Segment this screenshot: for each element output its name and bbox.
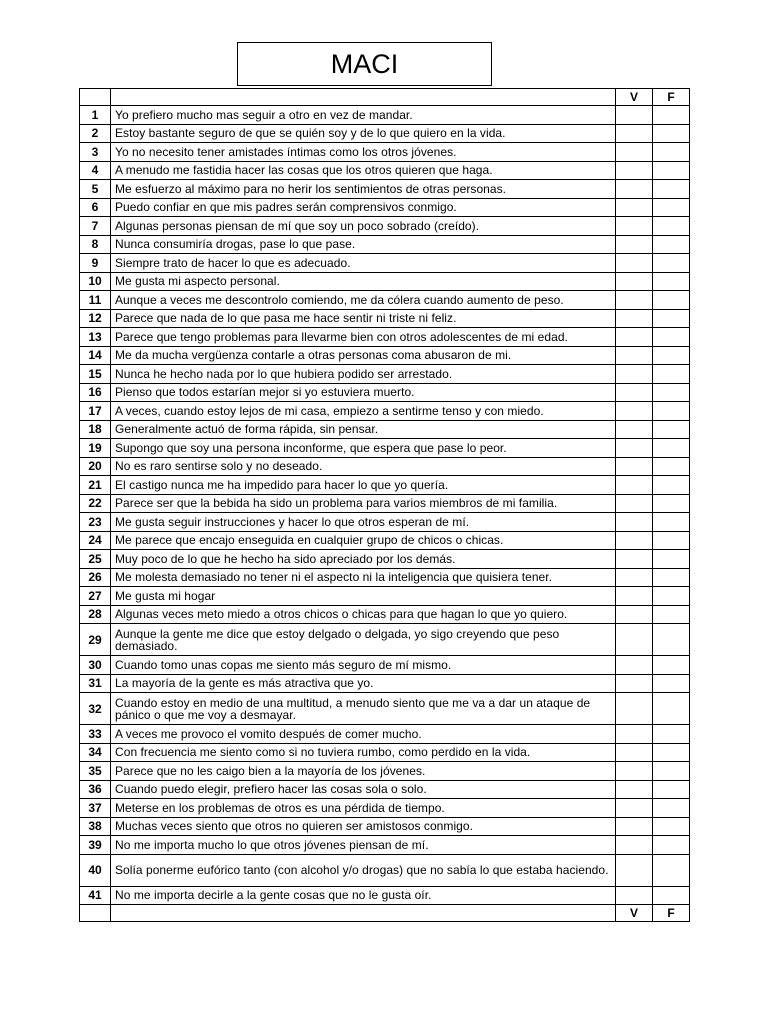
answer-v-cell[interactable] [616, 365, 653, 384]
answer-f-cell[interactable] [653, 693, 690, 725]
answer-f-cell[interactable] [653, 106, 690, 125]
question-row [80, 605, 690, 624]
question-number: 11 [80, 291, 111, 310]
question-row [80, 836, 690, 855]
answer-v-cell[interactable] [616, 762, 653, 781]
question-row [80, 854, 690, 886]
question-number: 40 [80, 854, 111, 886]
question-text: Algunas personas piensan de mí que soy un poco sobrado (creído). [111, 217, 616, 236]
answer-v-cell[interactable] [616, 513, 653, 532]
footer-v-label: V [616, 905, 653, 922]
answer-v-cell[interactable] [616, 180, 653, 199]
answer-v-cell[interactable] [616, 439, 653, 458]
answer-f-cell[interactable] [653, 854, 690, 886]
header-f-label: F [653, 89, 690, 106]
question-row [80, 494, 690, 513]
question-text: Me molesta demasiado no tener ni el aspecto ni la inteligencia que quisiera tener. [111, 568, 616, 587]
answer-v-cell[interactable] [616, 420, 653, 439]
page-title: MACI [237, 42, 492, 86]
question-number: 16 [80, 383, 111, 402]
question-text: Me parece que encajo enseguida en cualquier grupo de chicos o chicas. [111, 531, 616, 550]
question-number: 12 [80, 309, 111, 328]
answer-f-cell[interactable] [653, 568, 690, 587]
question-text: No es raro sentirse solo y no deseado. [111, 457, 616, 476]
footer-text-cell [111, 905, 616, 922]
question-row [80, 217, 690, 236]
question-number: 13 [80, 328, 111, 347]
question-row [80, 799, 690, 818]
answer-f-cell[interactable] [653, 725, 690, 744]
question-text: Parece ser que la bebida ha sido un problema para varios miembros de mi familia. [111, 494, 616, 513]
answer-f-cell[interactable] [653, 743, 690, 762]
question-number: 26 [80, 568, 111, 587]
question-row [80, 817, 690, 836]
question-row [80, 383, 690, 402]
question-row [80, 309, 690, 328]
answer-f-cell[interactable] [653, 494, 690, 513]
answer-f-cell[interactable] [653, 124, 690, 143]
question-row [80, 439, 690, 458]
question-row [80, 180, 690, 199]
question-number: 20 [80, 457, 111, 476]
question-text: Me da mucha vergüenza contarle a otras personas coma abusaron de mi. [111, 346, 616, 365]
answer-v-cell[interactable] [616, 143, 653, 162]
answer-f-cell[interactable] [653, 420, 690, 439]
question-row [80, 743, 690, 762]
question-text: Parece que no les caigo bien a la mayoría de los jóvenes. [111, 762, 616, 781]
question-number: 31 [80, 674, 111, 693]
question-text: Estoy bastante seguro de que se quién soy y de lo que quiero en la vida. [111, 124, 616, 143]
header-text-cell [111, 89, 616, 106]
question-number: 14 [80, 346, 111, 365]
question-row [80, 235, 690, 254]
answer-v-cell[interactable] [616, 106, 653, 125]
question-number: 6 [80, 198, 111, 217]
answer-f-cell[interactable] [653, 143, 690, 162]
question-text: Yo prefiero mucho mas seguir a otro en vez de mandar. [111, 106, 616, 125]
answer-v-cell[interactable] [616, 198, 653, 217]
answer-f-cell[interactable] [653, 762, 690, 781]
question-text: Me gusta mi aspecto personal. [111, 272, 616, 291]
answer-v-cell[interactable] [616, 550, 653, 569]
question-number: 32 [80, 693, 111, 725]
question-number: 3 [80, 143, 111, 162]
answer-v-cell[interactable] [616, 124, 653, 143]
question-number: 39 [80, 836, 111, 855]
question-number: 17 [80, 402, 111, 421]
answer-v-cell[interactable] [616, 383, 653, 402]
question-number: 23 [80, 513, 111, 532]
answer-f-cell[interactable] [653, 531, 690, 550]
question-text: La mayoría de la gente es más atractiva que yo. [111, 674, 616, 693]
question-number: 34 [80, 743, 111, 762]
question-number: 18 [80, 420, 111, 439]
answer-v-cell[interactable] [616, 624, 653, 656]
question-number: 8 [80, 235, 111, 254]
question-number: 24 [80, 531, 111, 550]
question-text: Nunca consumiría drogas, pase lo que pase. [111, 235, 616, 254]
answer-f-cell[interactable] [653, 886, 690, 905]
answer-f-cell[interactable] [653, 605, 690, 624]
question-text: Puedo confiar en que mis padres serán comprensivos conmigo. [111, 198, 616, 217]
question-number: 27 [80, 587, 111, 606]
question-row [80, 365, 690, 384]
question-text: Me gusta seguir instrucciones y hacer lo que otros esperan de mí. [111, 513, 616, 532]
answer-v-cell[interactable] [616, 817, 653, 836]
question-text: Solía ponerme eufórico tanto (con alcohol y/o drogas) que no sabía lo que estaba haciendo. [111, 854, 616, 886]
question-number: 15 [80, 365, 111, 384]
question-number: 25 [80, 550, 111, 569]
header-num-cell [80, 89, 111, 106]
question-number: 10 [80, 272, 111, 291]
answer-f-cell[interactable] [653, 198, 690, 217]
answer-f-cell[interactable] [653, 624, 690, 656]
question-text: Yo no necesito tener amistades íntimas como los otros jóvenes. [111, 143, 616, 162]
answer-f-cell[interactable] [653, 161, 690, 180]
question-text: No me importa mucho lo que otros jóvenes piensan de mí. [111, 836, 616, 855]
answer-f-cell[interactable] [653, 291, 690, 310]
answer-v-cell[interactable] [616, 656, 653, 675]
answer-f-cell[interactable] [653, 513, 690, 532]
question-row [80, 346, 690, 365]
question-number: 21 [80, 476, 111, 495]
question-row [80, 656, 690, 675]
question-number: 7 [80, 217, 111, 236]
answer-f-cell[interactable] [653, 383, 690, 402]
question-row [80, 420, 690, 439]
answer-v-cell[interactable] [616, 272, 653, 291]
answer-f-cell[interactable] [653, 180, 690, 199]
answer-v-cell[interactable] [616, 725, 653, 744]
answer-f-cell[interactable] [653, 217, 690, 236]
question-number: 22 [80, 494, 111, 513]
question-number: 36 [80, 780, 111, 799]
question-text: Aunque a veces me descontrolo comiendo, me da cólera cuando aumento de peso. [111, 291, 616, 310]
answer-v-cell[interactable] [616, 457, 653, 476]
answer-f-cell[interactable] [653, 309, 690, 328]
footer-row [80, 905, 690, 922]
answer-f-cell[interactable] [653, 550, 690, 569]
question-row [80, 513, 690, 532]
question-text: A veces me provoco el vomito después de comer mucho. [111, 725, 616, 744]
question-row [80, 762, 690, 781]
question-row [80, 886, 690, 905]
question-number: 4 [80, 161, 111, 180]
answer-v-cell[interactable] [616, 476, 653, 495]
question-row [80, 272, 690, 291]
question-text: A veces, cuando estoy lejos de mi casa, empiezo a sentirme tenso y con miedo. [111, 402, 616, 421]
question-row [80, 402, 690, 421]
header-row [80, 89, 690, 106]
question-number: 28 [80, 605, 111, 624]
question-number: 2 [80, 124, 111, 143]
question-text: Supongo que soy una persona inconforme, que espera que pase lo peor. [111, 439, 616, 458]
answer-v-cell[interactable] [616, 674, 653, 693]
question-text: Cuando estoy en medio de una multitud, a menudo siento que me va a dar un ataque de pánico o que me voy a desmayar. [111, 693, 616, 725]
question-number: 19 [80, 439, 111, 458]
header-v-label: V [616, 89, 653, 106]
answer-f-cell[interactable] [653, 235, 690, 254]
question-text: Siempre trato de hacer lo que es adecuado. [111, 254, 616, 273]
answer-f-cell[interactable] [653, 817, 690, 836]
question-number: 30 [80, 656, 111, 675]
question-text: El castigo nunca me ha impedido para hacer lo que yo quería. [111, 476, 616, 495]
answer-v-cell[interactable] [616, 799, 653, 818]
question-number: 5 [80, 180, 111, 199]
question-number: 33 [80, 725, 111, 744]
question-number: 1 [80, 106, 111, 125]
answer-f-cell[interactable] [653, 476, 690, 495]
question-row [80, 693, 690, 725]
answer-v-cell[interactable] [616, 886, 653, 905]
question-row [80, 531, 690, 550]
question-row [80, 198, 690, 217]
question-number: 9 [80, 254, 111, 273]
question-text: No me importa decirle a la gente cosas que no le gusta oír. [111, 886, 616, 905]
question-text: Nunca he hecho nada por lo que hubiera podido ser arrestado. [111, 365, 616, 384]
answer-v-cell[interactable] [616, 346, 653, 365]
question-row [80, 725, 690, 744]
answer-f-cell[interactable] [653, 272, 690, 291]
answer-v-cell[interactable] [616, 217, 653, 236]
answer-v-cell[interactable] [616, 743, 653, 762]
answer-v-cell[interactable] [616, 836, 653, 855]
answer-f-cell[interactable] [653, 439, 690, 458]
question-row [80, 124, 690, 143]
question-row [80, 106, 690, 125]
questionnaire-table [79, 88, 690, 922]
question-text: Parece que nada de lo que pasa me hace sentir ni triste ni feliz. [111, 309, 616, 328]
answer-v-cell[interactable] [616, 291, 653, 310]
answer-f-cell[interactable] [653, 674, 690, 693]
question-text: Muy poco de lo que he hecho ha sido apreciado por los demás. [111, 550, 616, 569]
answer-v-cell[interactable] [616, 587, 653, 606]
question-row [80, 587, 690, 606]
question-row [80, 328, 690, 347]
answer-f-cell[interactable] [653, 836, 690, 855]
question-text: Parece que tengo problemas para llevarme bien con otros adolescentes de mi edad. [111, 328, 616, 347]
question-number: 37 [80, 799, 111, 818]
question-row [80, 476, 690, 495]
answer-f-cell[interactable] [653, 457, 690, 476]
question-row [80, 550, 690, 569]
answer-v-cell[interactable] [616, 854, 653, 886]
question-text: Algunas veces meto miedo a otros chicos o chicas para que hagan lo que yo quiero. [111, 605, 616, 624]
answer-v-cell[interactable] [616, 780, 653, 799]
answer-v-cell[interactable] [616, 568, 653, 587]
question-row [80, 161, 690, 180]
question-text: Me esfuerzo al máximo para no herir los sentimientos de otras personas. [111, 180, 616, 199]
question-number: 29 [80, 624, 111, 656]
question-row [80, 291, 690, 310]
question-number: 38 [80, 817, 111, 836]
question-text: Con frecuencia me siento como si no tuviera rumbo, como perdido en la vida. [111, 743, 616, 762]
answer-v-cell[interactable] [616, 254, 653, 273]
answer-f-cell[interactable] [653, 365, 690, 384]
answer-v-cell[interactable] [616, 328, 653, 347]
answer-f-cell[interactable] [653, 402, 690, 421]
answer-v-cell[interactable] [616, 531, 653, 550]
footer-num-cell [80, 905, 111, 922]
question-text: Muchas veces siento que otros no quieren ser amistosos conmigo. [111, 817, 616, 836]
footer-f-label: F [653, 905, 690, 922]
answer-v-cell[interactable] [616, 693, 653, 725]
question-row [80, 143, 690, 162]
question-number: 41 [80, 886, 111, 905]
answer-v-cell[interactable] [616, 605, 653, 624]
question-text: Me gusta mi hogar [111, 587, 616, 606]
question-row [80, 457, 690, 476]
answer-v-cell[interactable] [616, 235, 653, 254]
answer-v-cell[interactable] [616, 161, 653, 180]
answer-f-cell[interactable] [653, 346, 690, 365]
question-row [80, 254, 690, 273]
question-text: Pienso que todos estarían mejor si yo estuviera muerto. [111, 383, 616, 402]
question-text: Meterse en los problemas de otros es una pérdida de tiempo. [111, 799, 616, 818]
question-text: Aunque la gente me dice que estoy delgado o delgada, yo sigo creyendo que peso demasiado. [111, 624, 616, 656]
question-row [80, 624, 690, 656]
question-number: 35 [80, 762, 111, 781]
answer-f-cell[interactable] [653, 254, 690, 273]
question-text: Cuando puedo elegir, prefiero hacer las cosas sola o solo. [111, 780, 616, 799]
answer-v-cell[interactable] [616, 494, 653, 513]
answer-f-cell[interactable] [653, 328, 690, 347]
question-text: Generalmente actuó de forma rápida, sin pensar. [111, 420, 616, 439]
question-text: A menudo me fastidia hacer las cosas que los otros quieren que haga. [111, 161, 616, 180]
answer-f-cell[interactable] [653, 780, 690, 799]
question-row [80, 780, 690, 799]
answer-f-cell[interactable] [653, 799, 690, 818]
answer-v-cell[interactable] [616, 402, 653, 421]
question-text: Cuando tomo unas copas me siento más seguro de mí mismo. [111, 656, 616, 675]
question-row [80, 568, 690, 587]
answer-v-cell[interactable] [616, 309, 653, 328]
question-row [80, 674, 690, 693]
answer-f-cell[interactable] [653, 587, 690, 606]
answer-f-cell[interactable] [653, 656, 690, 675]
